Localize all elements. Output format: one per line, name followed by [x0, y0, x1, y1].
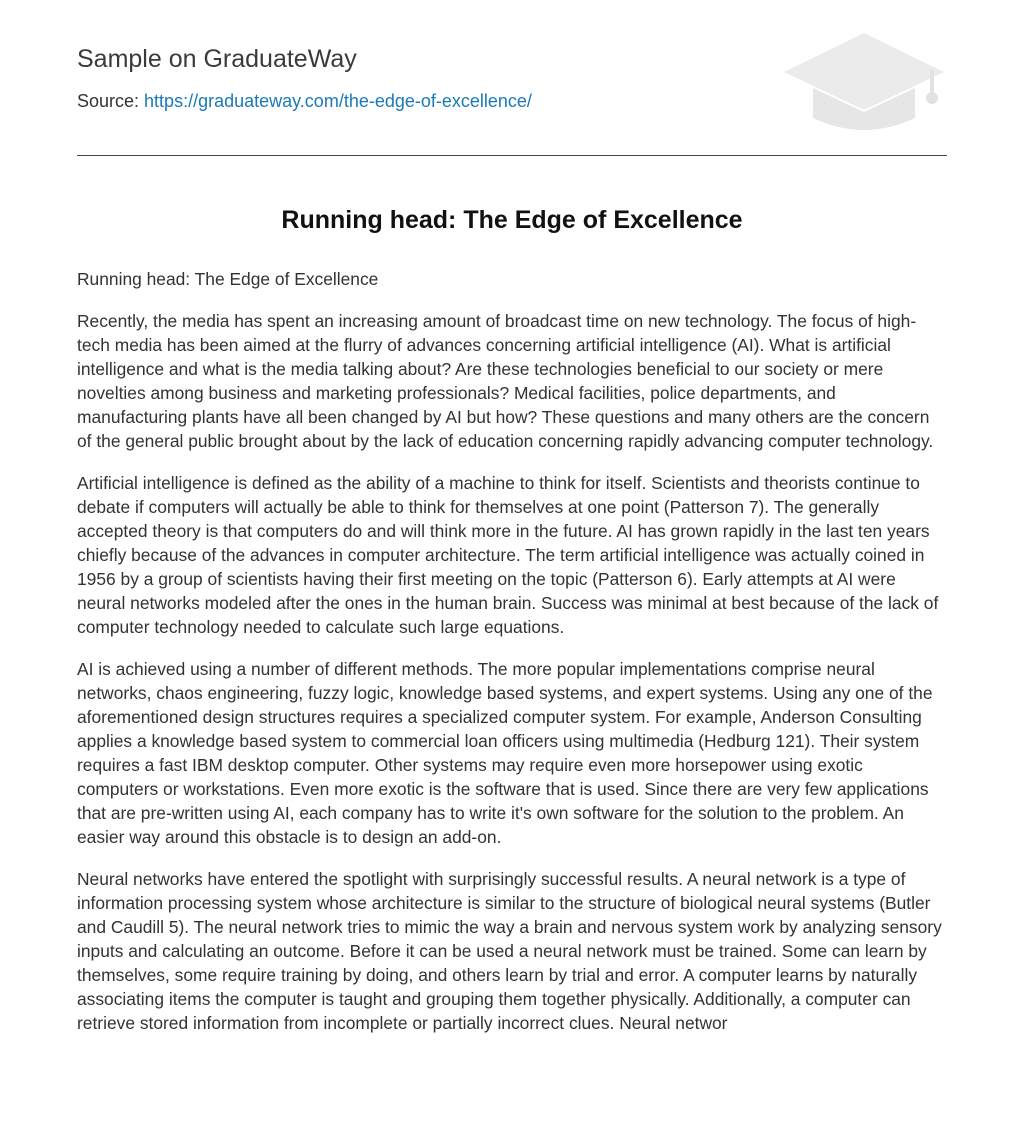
- article-body: [77, 267, 947, 1053]
- paragraph: Artificial intelligence is defined as the ability of a machine to think for itself. Scientists and theorists continue to debate if computers will actually be able to think for themselves at one point (Patterson 7). The generally accepted theory is that computers do and will think more in the future. AI has grown rapidly in the last ten years chiefly because of the advances in computer architecture. The term artificial intelligence was actually coined in 1956 by a group of scientists having their first meeting on the topic (Patterson 6). Early attempts at AI were neural networks modeled after the ones in the human brain. Success was minimal at best because of the lack of computer technology needed to calculate such large equations.: [77, 473, 939, 637]
- graduation-cap-icon: [781, 30, 947, 134]
- header: [77, 0, 947, 156]
- page: [77, 0, 947, 1033]
- source-line: [77, 90, 532, 112]
- paragraph: Recently, the media has spent an increasing amount of broadcast time on new technology. The focus of high-tech media has been aimed at the flurry of advances concerning artificial intelligence (AI). What is artificial intelligence and what is the media talking about? Are these technologies beneficial to our society or mere novelties among business and marketing professionals? Medical facilities, police departments, and manufacturing plants have all been changed by AI but how? These questions and many others are the concern of the general public brought about by the lack of education concerning rapidly advancing computer technology.: [77, 311, 934, 451]
- source-label: Source:: [77, 91, 145, 111]
- paragraph: Neural networks have entered the spotlight with surprisingly successful results. A neural network is a type of information processing system whose architecture is similar to the structure of biological neural systems (Butler and Caudill 5). The neural network tries to mimic the way a brain and nervous system work by analyzing sensory inputs and calculating an outcome. Before it can be used a neural network must be trained. Some can learn by themselves, some require training by doing, and others learn by trial and error. A computer learns by naturally associating items the computer is taught and grouping them together physically. Additionally, a computer can retrieve stored information from incomplete or partially incorrect clues. Neural networ: [77, 869, 942, 1033]
- paragraph: Running head: The Edge of Excellence: [77, 269, 379, 289]
- paragraph: AI is achieved using a number of different methods. The more popular implementations comprise neural networks, chaos engineering, fuzzy logic, knowledge based systems, and expert systems. Using any one of the aforementioned design structures requires a specialized computer system. For example, Anderson Consulting applies a knowledge based system to commercial loan officers using multimedia (Hedburg 121). Their system requires a fast IBM desktop computer. Other systems may require even more horsepower using exotic computers or workstations. Even more exotic is the software that is used. Since there are very few applications that are pre-written using AI, each company has to write it's own software for the solution to the problem. An easier way around this obstacle is to design an add-on.: [77, 659, 933, 847]
- document-title: Running head: The Edge of Excellence: [281, 206, 743, 234]
- source-link[interactable]: https://graduateway.com/the-edge-of-excellence/: [144, 91, 532, 111]
- site-title: Sample on GraduateWay: [77, 45, 357, 73]
